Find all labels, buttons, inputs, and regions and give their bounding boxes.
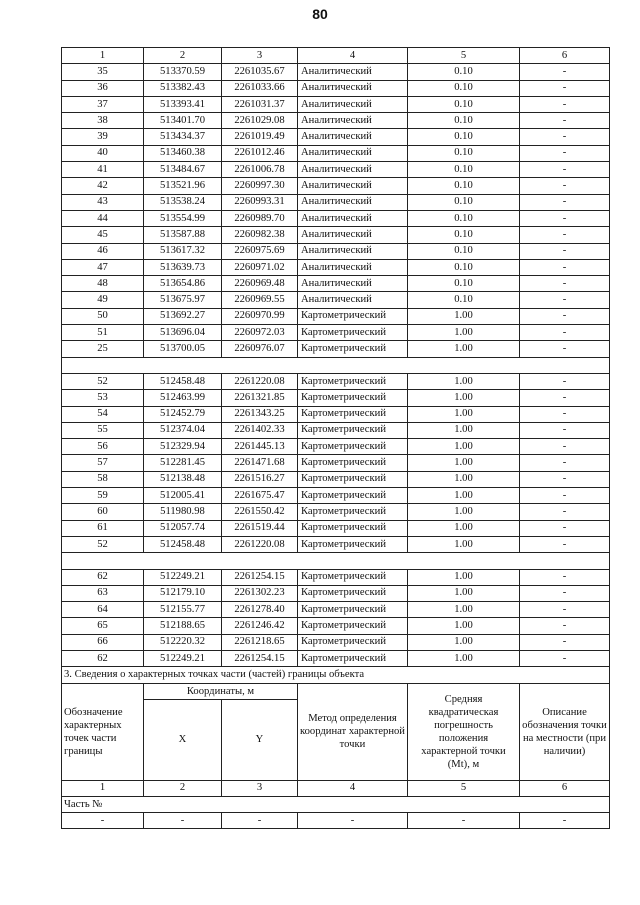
table-row bbox=[62, 178, 610, 194]
table-row bbox=[62, 569, 610, 585]
table-cell: - bbox=[520, 308, 610, 324]
table-cell: Картометрический bbox=[298, 618, 408, 634]
table-cell: 513554.99 bbox=[144, 210, 222, 226]
column-number-row bbox=[62, 780, 610, 796]
table-cell: 66 bbox=[62, 634, 144, 650]
table-cell: 0.10 bbox=[408, 292, 520, 308]
table-cell: - bbox=[520, 439, 610, 455]
page-number: 80 bbox=[312, 6, 328, 22]
table-row bbox=[62, 243, 610, 259]
table-cell: Картометрический bbox=[298, 455, 408, 471]
table-row bbox=[62, 471, 610, 487]
table-cell: Картометрический bbox=[298, 602, 408, 618]
column-number-cell: 4 bbox=[298, 780, 408, 796]
table-cell: 2261246.42 bbox=[222, 618, 298, 634]
table-cell: 1.00 bbox=[408, 536, 520, 552]
table-cell: 513460.38 bbox=[144, 145, 222, 161]
table-cell: Аналитический bbox=[298, 194, 408, 210]
method-header: Метод определения координат характерной точки bbox=[298, 683, 408, 780]
table-cell: 1.00 bbox=[408, 618, 520, 634]
table-cell: Картометрический bbox=[298, 325, 408, 341]
column-number-cell: 2 bbox=[144, 780, 222, 796]
table-row bbox=[62, 227, 610, 243]
table-cell: 2260969.48 bbox=[222, 276, 298, 292]
table-cell: 36 bbox=[62, 80, 144, 96]
table-cell: 1.00 bbox=[408, 341, 520, 357]
table-row bbox=[62, 113, 610, 129]
table-cell: 511980.98 bbox=[144, 504, 222, 520]
table-cell: 58 bbox=[62, 471, 144, 487]
table-cell: - bbox=[520, 536, 610, 552]
table-cell: 2261519.44 bbox=[222, 520, 298, 536]
table-cell: - bbox=[520, 145, 610, 161]
table-cell: 2261302.23 bbox=[222, 585, 298, 601]
table-cell: 62 bbox=[62, 650, 144, 666]
table-row bbox=[62, 455, 610, 471]
table-cell: - bbox=[408, 813, 520, 829]
table-row bbox=[62, 602, 610, 618]
table-cell: 513639.73 bbox=[144, 259, 222, 275]
table-cell: 1.00 bbox=[408, 308, 520, 324]
table-cell: - bbox=[520, 227, 610, 243]
table-cell: 1.00 bbox=[408, 439, 520, 455]
table-row bbox=[62, 373, 610, 389]
table-cell: 512179.10 bbox=[144, 585, 222, 601]
table-cell: 2261012.46 bbox=[222, 145, 298, 161]
table-cell: 513538.24 bbox=[144, 194, 222, 210]
table-cell: - bbox=[520, 178, 610, 194]
table-cell: - bbox=[520, 210, 610, 226]
table-cell: Аналитический bbox=[298, 276, 408, 292]
table-cell: 0.10 bbox=[408, 129, 520, 145]
table-cell: - bbox=[520, 618, 610, 634]
table-cell: 512057.74 bbox=[144, 520, 222, 536]
part-label: Часть № bbox=[62, 796, 610, 812]
table-cell: 0.10 bbox=[408, 276, 520, 292]
column-number-cell: 3 bbox=[222, 780, 298, 796]
table-cell: 513382.43 bbox=[144, 80, 222, 96]
table-cell: 0.10 bbox=[408, 259, 520, 275]
accuracy-header: Средняя квадратическая погрешность положения характерной точки (Mt), м bbox=[408, 683, 520, 780]
column-number-cell: 5 bbox=[408, 780, 520, 796]
table-cell: - bbox=[520, 129, 610, 145]
table-row bbox=[62, 504, 610, 520]
table-cell: 512374.04 bbox=[144, 422, 222, 438]
table-cell: 512155.77 bbox=[144, 602, 222, 618]
table-cell: 2261035.67 bbox=[222, 64, 298, 80]
table-cell: 1.00 bbox=[408, 373, 520, 389]
table-cell: Картометрический bbox=[298, 308, 408, 324]
table-cell: 0.10 bbox=[408, 113, 520, 129]
table-cell: - bbox=[520, 341, 610, 357]
table-cell: 0.10 bbox=[408, 96, 520, 112]
x-header: X bbox=[144, 699, 222, 780]
table-cell: 2261254.15 bbox=[222, 569, 298, 585]
table-cell: - bbox=[520, 80, 610, 96]
table-cell: Картометрический bbox=[298, 406, 408, 422]
table-cell: Аналитический bbox=[298, 80, 408, 96]
table-cell: 2261029.08 bbox=[222, 113, 298, 129]
table-cell: Аналитический bbox=[298, 178, 408, 194]
separator-cell bbox=[62, 357, 610, 373]
table-cell: Аналитический bbox=[298, 145, 408, 161]
table-row bbox=[62, 585, 610, 601]
header-row bbox=[62, 683, 610, 699]
column-number-cell: 6 bbox=[520, 780, 610, 796]
section-title: 3. Сведения о характерных точках части (частей) границы объекта bbox=[62, 667, 610, 683]
separator-cell bbox=[62, 553, 610, 569]
table-cell: 2261019.49 bbox=[222, 129, 298, 145]
table-cell: 513587.88 bbox=[144, 227, 222, 243]
table-cell: Картометрический bbox=[298, 341, 408, 357]
table-cell: 513696.04 bbox=[144, 325, 222, 341]
table-cell: 2261278.40 bbox=[222, 602, 298, 618]
table-cell: 513692.27 bbox=[144, 308, 222, 324]
table-cell: - bbox=[520, 504, 610, 520]
table-cell: 1.00 bbox=[408, 406, 520, 422]
table-cell: Аналитический bbox=[298, 243, 408, 259]
table-row bbox=[62, 162, 610, 178]
table-cell: Аналитический bbox=[298, 64, 408, 80]
table-cell: - bbox=[520, 406, 610, 422]
table-row bbox=[62, 259, 610, 275]
table-cell: 2261516.27 bbox=[222, 471, 298, 487]
table-cell: Картометрический bbox=[298, 422, 408, 438]
point-designation-header: Обозначение характерных точек части границы bbox=[62, 683, 144, 780]
column-number-cell: 5 bbox=[408, 48, 520, 64]
table-cell: - bbox=[298, 813, 408, 829]
table-cell: 512188.65 bbox=[144, 618, 222, 634]
table-cell: 2261220.08 bbox=[222, 536, 298, 552]
table-cell: 43 bbox=[62, 194, 144, 210]
table-cell: 57 bbox=[62, 455, 144, 471]
table-row bbox=[62, 276, 610, 292]
table-cell: - bbox=[520, 162, 610, 178]
table-cell: 2261254.15 bbox=[222, 650, 298, 666]
table-cell: - bbox=[520, 471, 610, 487]
table-cell: 44 bbox=[62, 210, 144, 226]
table-cell: 1.00 bbox=[408, 602, 520, 618]
table-cell: - bbox=[520, 325, 610, 341]
table-cell: - bbox=[520, 422, 610, 438]
table-cell: Картометрический bbox=[298, 634, 408, 650]
coordinates-header: Координаты, м bbox=[144, 683, 298, 699]
table-cell: Аналитический bbox=[298, 210, 408, 226]
table-cell: - bbox=[520, 813, 610, 829]
table-cell: 37 bbox=[62, 96, 144, 112]
table-cell: Картометрический bbox=[298, 536, 408, 552]
separator-row bbox=[62, 357, 610, 373]
table-cell: - bbox=[520, 259, 610, 275]
table-cell: Картометрический bbox=[298, 520, 408, 536]
table-cell: 2261218.65 bbox=[222, 634, 298, 650]
table-cell: 60 bbox=[62, 504, 144, 520]
table-cell: 2261006.78 bbox=[222, 162, 298, 178]
table-cell: 54 bbox=[62, 406, 144, 422]
table-cell: 2261321.85 bbox=[222, 390, 298, 406]
table-cell: 47 bbox=[62, 259, 144, 275]
table-cell: 39 bbox=[62, 129, 144, 145]
table-cell: 512329.94 bbox=[144, 439, 222, 455]
table-row bbox=[62, 650, 610, 666]
table-cell: 513654.86 bbox=[144, 276, 222, 292]
table-cell: 1.00 bbox=[408, 471, 520, 487]
column-number-cell: 3 bbox=[222, 48, 298, 64]
table-cell: 512220.32 bbox=[144, 634, 222, 650]
table-cell: 512249.21 bbox=[144, 569, 222, 585]
table-cell: 0.10 bbox=[408, 80, 520, 96]
table-cell: 513484.67 bbox=[144, 162, 222, 178]
table-cell: 512452.79 bbox=[144, 406, 222, 422]
table-cell: 512463.99 bbox=[144, 390, 222, 406]
table-cell: 41 bbox=[62, 162, 144, 178]
table-cell: 45 bbox=[62, 227, 144, 243]
table-cell: Картометрический bbox=[298, 439, 408, 455]
table-cell: - bbox=[520, 569, 610, 585]
table-cell: 513521.96 bbox=[144, 178, 222, 194]
table-cell: - bbox=[520, 64, 610, 80]
table-cell: Картометрический bbox=[298, 585, 408, 601]
table-cell: 52 bbox=[62, 373, 144, 389]
table-cell: Аналитический bbox=[298, 292, 408, 308]
table-row bbox=[62, 813, 610, 829]
table-cell: 2260993.31 bbox=[222, 194, 298, 210]
column-number-cell: 1 bbox=[62, 48, 144, 64]
table-cell: 1.00 bbox=[408, 650, 520, 666]
table-row bbox=[62, 406, 610, 422]
table-row bbox=[62, 129, 610, 145]
table-cell: Картометрический bbox=[298, 504, 408, 520]
table-row bbox=[62, 96, 610, 112]
table-cell: 1.00 bbox=[408, 455, 520, 471]
table-row bbox=[62, 634, 610, 650]
table-cell: Картометрический bbox=[298, 390, 408, 406]
table-cell: 1.00 bbox=[408, 325, 520, 341]
table-row bbox=[62, 439, 610, 455]
section-title-row bbox=[62, 667, 610, 683]
table-cell: - bbox=[520, 650, 610, 666]
column-number-cell: 4 bbox=[298, 48, 408, 64]
table-cell: Картометрический bbox=[298, 569, 408, 585]
table-cell: 2260969.55 bbox=[222, 292, 298, 308]
table-cell: 512005.41 bbox=[144, 488, 222, 504]
table-cell: 2261033.66 bbox=[222, 80, 298, 96]
table-cell: 2260989.70 bbox=[222, 210, 298, 226]
table-cell: 512281.45 bbox=[144, 455, 222, 471]
table-cell: - bbox=[520, 96, 610, 112]
table-cell: 2260970.99 bbox=[222, 308, 298, 324]
table-cell: - bbox=[520, 602, 610, 618]
table-cell: 0.10 bbox=[408, 162, 520, 178]
table-cell: 2261550.42 bbox=[222, 504, 298, 520]
table-cell: 0.10 bbox=[408, 145, 520, 161]
table-row bbox=[62, 520, 610, 536]
table-cell: 2261031.37 bbox=[222, 96, 298, 112]
table-row bbox=[62, 488, 610, 504]
table-cell: 35 bbox=[62, 64, 144, 80]
table-cell: 62 bbox=[62, 569, 144, 585]
table-cell: 1.00 bbox=[408, 390, 520, 406]
table-cell: - bbox=[520, 373, 610, 389]
table-cell: Картометрический bbox=[298, 471, 408, 487]
table-cell: 513434.37 bbox=[144, 129, 222, 145]
table-cell: 1.00 bbox=[408, 569, 520, 585]
table-cell: 512138.48 bbox=[144, 471, 222, 487]
column-number-cell: 2 bbox=[144, 48, 222, 64]
column-number-cell: 1 bbox=[62, 780, 144, 796]
table-cell: Аналитический bbox=[298, 96, 408, 112]
table-cell: 513617.32 bbox=[144, 243, 222, 259]
table-cell: 64 bbox=[62, 602, 144, 618]
table-cell: 63 bbox=[62, 585, 144, 601]
table-cell: 2260971.02 bbox=[222, 259, 298, 275]
table-cell: 1.00 bbox=[408, 585, 520, 601]
table-row bbox=[62, 210, 610, 226]
table-cell: 46 bbox=[62, 243, 144, 259]
table-cell: - bbox=[520, 585, 610, 601]
table-cell: - bbox=[520, 455, 610, 471]
table-row bbox=[62, 422, 610, 438]
table-cell: 0.10 bbox=[408, 178, 520, 194]
table-cell: 40 bbox=[62, 145, 144, 161]
table-cell: 512458.48 bbox=[144, 536, 222, 552]
table-cell: 2261402.33 bbox=[222, 422, 298, 438]
table-row bbox=[62, 292, 610, 308]
table-cell: - bbox=[520, 390, 610, 406]
table-cell: - bbox=[520, 113, 610, 129]
table-cell: 1.00 bbox=[408, 634, 520, 650]
table-row bbox=[62, 80, 610, 96]
coordinates-table bbox=[61, 47, 610, 829]
table-cell: 38 bbox=[62, 113, 144, 129]
table-cell: 2260982.38 bbox=[222, 227, 298, 243]
table-cell: 2260997.30 bbox=[222, 178, 298, 194]
table-cell: 512458.48 bbox=[144, 373, 222, 389]
table-cell: Картометрический bbox=[298, 373, 408, 389]
column-number-cell: 6 bbox=[520, 48, 610, 64]
table-cell: - bbox=[520, 276, 610, 292]
table-cell: Аналитический bbox=[298, 259, 408, 275]
table-cell: 2261220.08 bbox=[222, 373, 298, 389]
table-cell: 1.00 bbox=[408, 504, 520, 520]
table-row bbox=[62, 64, 610, 80]
description-header: Описание обозначения точки на местности (при наличии) bbox=[520, 683, 610, 780]
table-cell: Аналитический bbox=[298, 129, 408, 145]
table-cell: 50 bbox=[62, 308, 144, 324]
table-cell: 513675.97 bbox=[144, 292, 222, 308]
table-cell: 513401.70 bbox=[144, 113, 222, 129]
table-cell: - bbox=[62, 813, 144, 829]
table-cell: 0.10 bbox=[408, 243, 520, 259]
part-row bbox=[62, 796, 610, 812]
table-cell: 2260975.69 bbox=[222, 243, 298, 259]
table-row bbox=[62, 145, 610, 161]
table-cell: - bbox=[520, 520, 610, 536]
table-cell: - bbox=[520, 243, 610, 259]
table-cell: 55 bbox=[62, 422, 144, 438]
table-cell: 65 bbox=[62, 618, 144, 634]
table-cell: - bbox=[520, 292, 610, 308]
table-cell: 56 bbox=[62, 439, 144, 455]
table-row bbox=[62, 308, 610, 324]
y-header: Y bbox=[222, 699, 298, 780]
table-cell: 1.00 bbox=[408, 488, 520, 504]
table-cell: Аналитический bbox=[298, 113, 408, 129]
table-cell: 2260976.07 bbox=[222, 341, 298, 357]
table-row bbox=[62, 536, 610, 552]
table-row bbox=[62, 325, 610, 341]
table-cell: 1.00 bbox=[408, 422, 520, 438]
table-cell: 1.00 bbox=[408, 520, 520, 536]
table-cell: 2261471.68 bbox=[222, 455, 298, 471]
table-cell: 2260972.03 bbox=[222, 325, 298, 341]
table-cell: 51 bbox=[62, 325, 144, 341]
table-row bbox=[62, 194, 610, 210]
table-cell: 0.10 bbox=[408, 194, 520, 210]
table-cell: 513370.59 bbox=[144, 64, 222, 80]
table-cell: Аналитический bbox=[298, 227, 408, 243]
table-cell: 512249.21 bbox=[144, 650, 222, 666]
table-cell: - bbox=[520, 488, 610, 504]
table-row bbox=[62, 390, 610, 406]
table-cell: 53 bbox=[62, 390, 144, 406]
table-cell: - bbox=[520, 634, 610, 650]
table-cell: 2261343.25 bbox=[222, 406, 298, 422]
table-cell: Картометрический bbox=[298, 650, 408, 666]
table-row bbox=[62, 341, 610, 357]
table-cell: 0.10 bbox=[408, 210, 520, 226]
table-cell: 49 bbox=[62, 292, 144, 308]
table-cell: 52 bbox=[62, 536, 144, 552]
table-cell: 2261675.47 bbox=[222, 488, 298, 504]
column-number-row bbox=[62, 48, 610, 64]
table-cell: Картометрический bbox=[298, 488, 408, 504]
table-cell: Аналитический bbox=[298, 162, 408, 178]
table-cell: 513700.05 bbox=[144, 341, 222, 357]
table-cell: 61 bbox=[62, 520, 144, 536]
table-cell: 59 bbox=[62, 488, 144, 504]
table-cell: - bbox=[520, 194, 610, 210]
table-cell: 2261445.13 bbox=[222, 439, 298, 455]
table-cell: 513393.41 bbox=[144, 96, 222, 112]
table-cell: 42 bbox=[62, 178, 144, 194]
table-cell: 25 bbox=[62, 341, 144, 357]
table-cell: 48 bbox=[62, 276, 144, 292]
table-cell: - bbox=[144, 813, 222, 829]
table-cell: 0.10 bbox=[408, 227, 520, 243]
table-cell: 0.10 bbox=[408, 64, 520, 80]
table-cell: - bbox=[222, 813, 298, 829]
separator-row bbox=[62, 553, 610, 569]
table-row bbox=[62, 618, 610, 634]
